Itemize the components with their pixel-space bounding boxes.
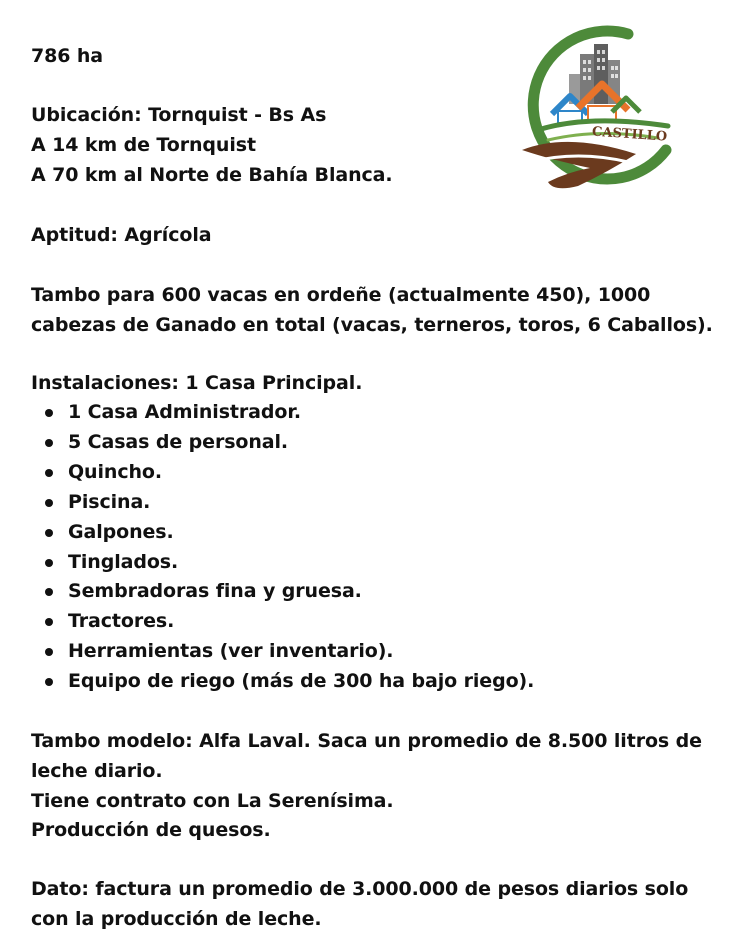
distance-bahia-blanca-text: A 70 km al Norte de Bahía Blanca. (31, 164, 393, 186)
model-text-line2: leche diario. (31, 760, 163, 782)
list-item: Quincho. (31, 458, 534, 488)
dairy-text-line1: Tambo para 600 vacas en ordeñe (actualmente 450), 1000 (31, 284, 651, 306)
list-item: Equipo de riego (más de 300 ha bajo riego). (31, 667, 534, 697)
contract-text: Tiene contrato con La Serenísima. (31, 790, 394, 812)
location-text: Ubicación: Tornquist - Bs As (31, 104, 327, 126)
list-item: 1 Casa Administrador. (31, 398, 534, 428)
list-item: Piscina. (31, 488, 534, 518)
aptitude-text: Aptitud: Agrícola (31, 224, 212, 246)
list-item: Galpones. (31, 518, 534, 548)
list-item: Herramientas (ver inventario). (31, 637, 534, 667)
dairy-text-line2: cabezas de Ganado en total (vacas, terneros, toros, 6 Caballos). (31, 314, 713, 336)
cheese-text: Producción de quesos. (31, 819, 271, 841)
model-text-line1: Tambo modelo: Alfa Laval. Saca un promedio de 8.500 litros de (31, 730, 702, 752)
castillo-logo (508, 22, 686, 198)
area-text: 786 ha (31, 45, 104, 67)
list-item: Tinglados. (31, 548, 534, 578)
list-item: Sembradoras fina y gruesa. (31, 577, 534, 607)
list-item: 5 Casas de personal. (31, 428, 534, 458)
fact-text-line1: Dato: factura un promedio de 3.000.000 de pesos diarios solo (31, 878, 689, 900)
list-item: Tractores. (31, 607, 534, 637)
facilities-list (31, 398, 534, 697)
castillo-logo-icon (508, 22, 686, 198)
fact-text-line2: con la producción de leche. (31, 908, 322, 930)
logo-wordmark: CASTILLO (591, 124, 668, 145)
distance-tornquist-text: A 14 km de Tornquist (31, 134, 256, 156)
facilities-heading: Instalaciones: 1 Casa Principal. (31, 372, 363, 394)
